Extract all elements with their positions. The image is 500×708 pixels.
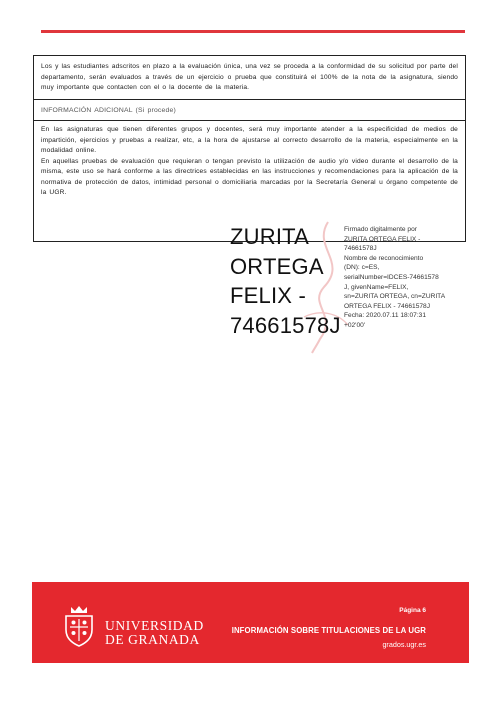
evaluation-paragraph: Los y las estudiantes adscritos en plazo a la evaluación única, una vez se proceda a la conformidad de su solicitud por parte del departamento, serán evaluados a través de un ejercicio o prueba que constituirá el 100% de la nota de la asignatura, siendo muy importante que contacten con el o la docente de la materia. (41, 63, 458, 91)
university-name-line: UNIVERSIDAD (105, 618, 204, 633)
additional-info-cell (34, 125, 465, 199)
signature-detail-line: Nombre de reconocimiento (344, 254, 424, 262)
signature-detail-line: +02'00' (344, 321, 366, 329)
section-heading: INFORMACIÓN ADICIONAL (Si procede) (41, 107, 176, 114)
signer-name-line: FELIX - (230, 283, 306, 308)
evaluation-info-table (33, 55, 466, 242)
signer-name-line: ORTEGA (230, 253, 324, 279)
signer-name (230, 222, 340, 340)
header-rule (41, 30, 465, 33)
titulaciones-info-title: INFORMACIÓN SOBRE TITULACIONES DE LA UGR (231, 626, 426, 635)
university-name-line: DE GRANADA (105, 632, 200, 647)
evaluation-unica-cell (34, 62, 465, 102)
university-crest-icon (62, 604, 96, 648)
grados-url: grados.ugr.es (382, 640, 426, 649)
audio-video-paragraph: En aquellas pruebas de evaluación que requieran o tengan previsto la utilización de audio y/o video durante el desarrollo de la misma, este uso se hará conforme a las directrices establecidas en las instrucciones y recomendaciones para la aplicación de la normativa de protección de datos, intimidad personal o domiciliaria marcadas por la Secretaría General u órgano competente de la UGR. (41, 157, 458, 196)
signature-details (344, 225, 456, 331)
additional-info-paragraph: En las asignaturas que tienen diferentes grupos y docentes, será muy importante atender a la especificidad de medios de impartición, ejercicios y pruebas a realizar, etc, a la hora de ajustarse al correcto desarrollo de la materia, especialmente en la modalidad online. (41, 126, 458, 154)
signature-detail-line: J, givenName=FELIX, (344, 283, 409, 291)
signer-name-line: ZURITA (230, 224, 310, 249)
signature-detail-line: sn=ZURITA ORTEGA, cn=ZURITA (344, 293, 446, 301)
signature-detail-line: Firmado digitalmente por (344, 226, 417, 233)
page-footer (32, 582, 469, 663)
page-number: Página 6 (399, 607, 426, 614)
signature-detail-line: (DN): c=ES, (344, 264, 380, 272)
signature-detail-line: Fecha: 2020.07.11 18:07:31 (344, 312, 426, 320)
section-heading-cell (34, 106, 465, 118)
signature-detail-line: serialNumber=IDCES-74661578 (344, 273, 439, 281)
digital-signature (230, 222, 470, 352)
signature-detail-line: 74661578J (344, 245, 377, 253)
signature-detail-line: ORTEGA FELIX - 74661578J (344, 302, 431, 310)
table-divider (34, 120, 465, 121)
signature-detail-line: ZURITA ORTEGA FELIX - (344, 235, 421, 243)
table-divider (34, 99, 465, 100)
signer-name-line: 74661578J (230, 312, 341, 338)
